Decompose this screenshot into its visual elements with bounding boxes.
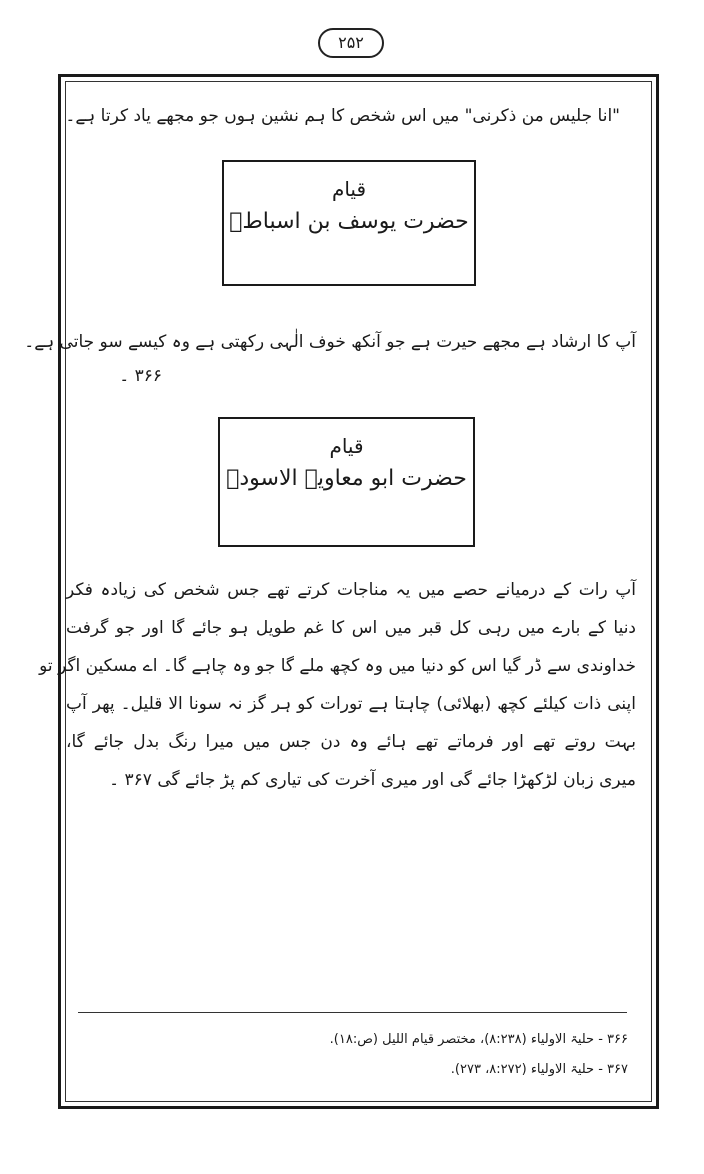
section-2-text-line-2: دنیا کے بارے میں رہی کل قبر میں اس کا غم طویل ہو جائے گا اور جو گرفت <box>66 618 636 638</box>
section-heading-1 <box>222 160 476 286</box>
intro-line: "انا جلیس من ذکرنی" میں اس شخص کا ہم نشین ہوں جو مجھے یاد کرتا ہے۔ <box>65 106 620 126</box>
section-heading-2 <box>218 417 475 547</box>
section-2-text-line-3: خداوندی سے ڈر گیا اس کو دنیا میں وہ کچھ ملے گا جو وہ چاہے گا۔ اے مسکین اگر تو <box>39 656 636 676</box>
section-2-text-line-5: بہت روتے تھے اور فرماتے تھے ہائے وہ دن جس میں میرا رنگ بدل جائے گا، <box>66 732 636 752</box>
page-number: ۲۵۲ <box>318 28 384 58</box>
footnote-divider <box>78 1012 627 1013</box>
section-heading-2-name: حضرت ابو معاویہ الاسودؒ <box>226 466 467 491</box>
footnote-366: ۳۶۶ - حلیۃ الاولیاء (۸:۲۳۸)، مختصر قیام اللیل (ص:۱۸). <box>329 1032 628 1047</box>
section-heading-2-label: قیام <box>329 434 364 458</box>
section-heading-1-name: حضرت یوسف بن اسباطؒ <box>229 209 469 234</box>
section-2-text-line-1: آپ رات کے درمیانے حصے میں یہ مناجات کرتے تھے جس شخص کی زیادہ فکر <box>66 580 636 600</box>
section-heading-1-label: قیام <box>331 177 367 201</box>
section-2-text-line-4: اپنی ذات کیلئے کچھ (بھلائی) چاہتا ہے تورات کو ہر گز نہ سونا الا قلیل۔ پھر آپ <box>66 694 636 714</box>
section-2-text-line-6: میری زبان لڑکھڑا جائے گی اور میری آخرت کی تیاری کم پڑ جائے گی ۳۶۷ ۔ <box>109 770 636 790</box>
section-1-reference: ۳۶۶ ۔ <box>119 366 162 386</box>
footnote-367: ۳۶۷ - حلیۃ الاولیاء (۸:۲۷۲، ۲۷۳). <box>450 1062 628 1077</box>
section-1-text-line-1: آپ کا ارشاد ہے مجھے حیرت ہے جو آنکھ خوف الٰہی رکھتی ہے وہ کیسے سو جاتی ہے۔ <box>24 332 636 352</box>
